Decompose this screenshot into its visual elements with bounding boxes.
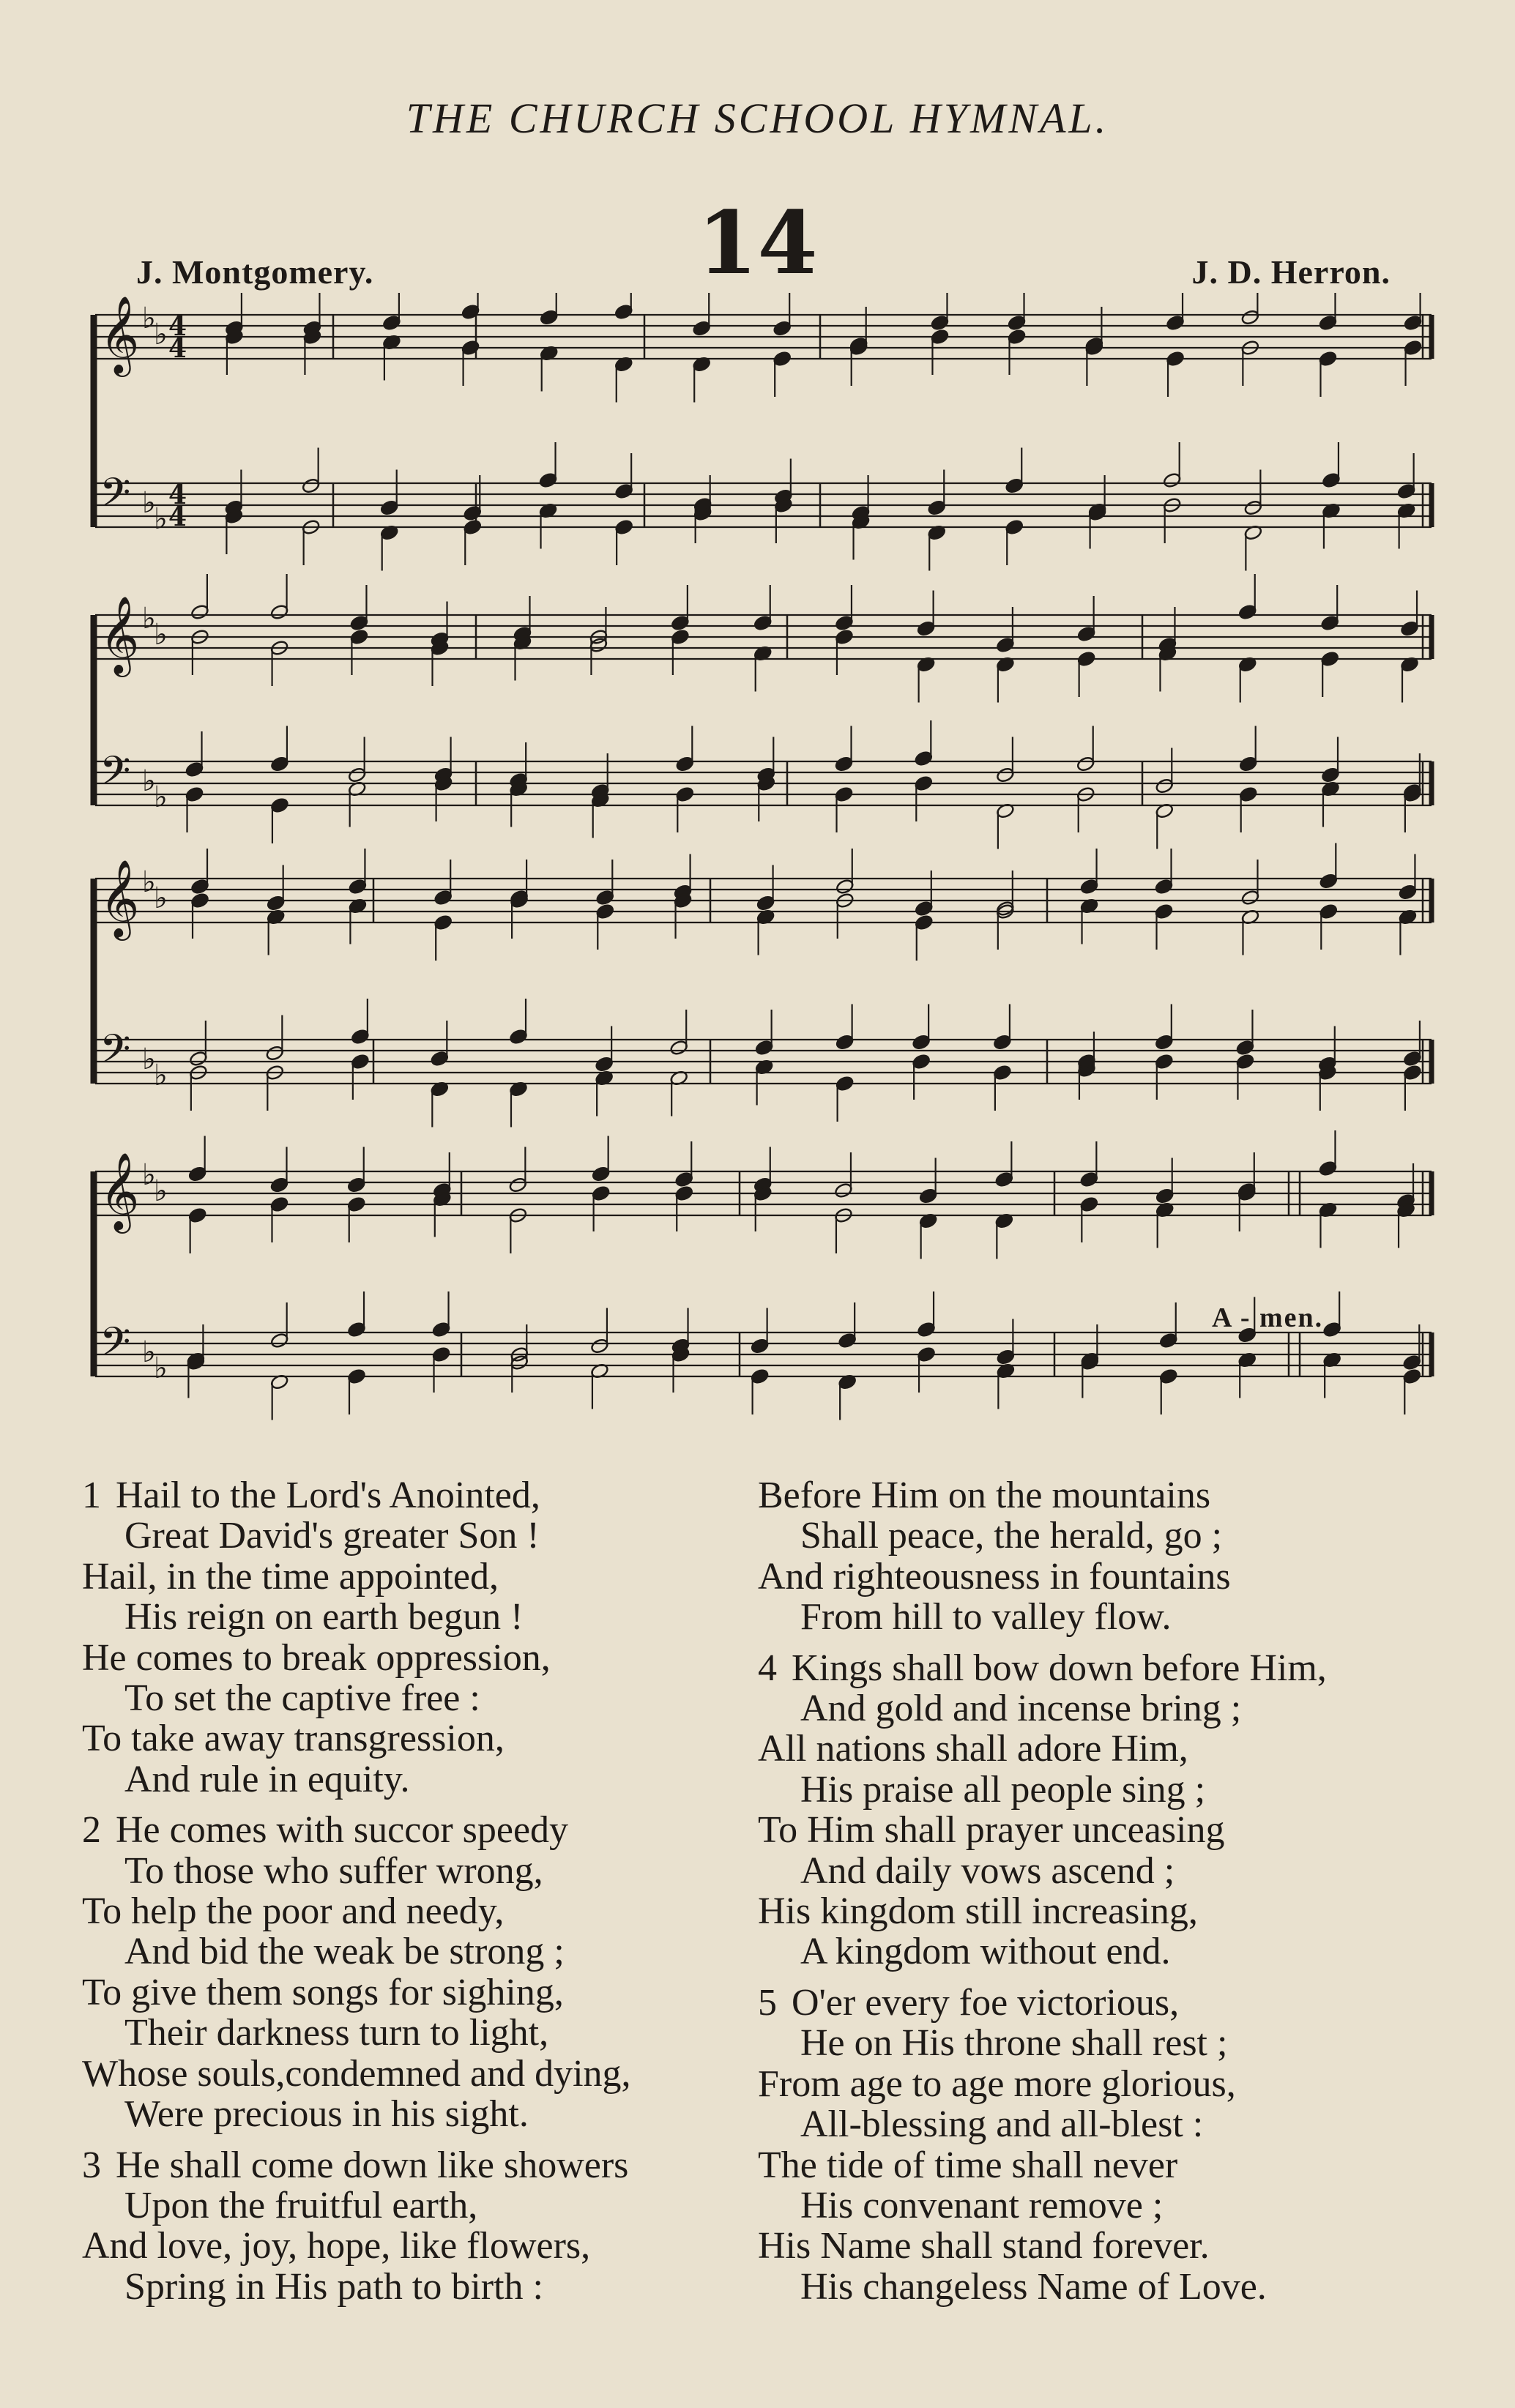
verse-line-text: To give them songs for sighing, <box>82 1971 564 2013</box>
verse-line-text: His kingdom still increasing, <box>758 1890 1198 1933</box>
time-signature-top: 4 <box>168 480 187 510</box>
verse-line-text: The tide of time shall never <box>758 2144 1178 2186</box>
verse-line <box>82 1851 748 1891</box>
flat-icon: ♭ <box>154 1174 168 1208</box>
verse-line-text: Hail, in the time appointed, <box>82 1555 499 1598</box>
verse-line <box>758 1688 1490 1729</box>
verse-line <box>82 1810 748 1850</box>
author-credit: J. Montgomery. <box>136 253 374 291</box>
verse-line-text: Great David's greater Son ! <box>124 1515 540 1557</box>
verse-line-text: O'er every foe victorious, <box>792 1981 1180 2024</box>
verse-line-text: Whose souls,condemned and dying, <box>82 2052 631 2095</box>
verse-line-text: His convenant remove ; <box>800 2184 1164 2226</box>
bass-clef-icon: 𝄢 <box>100 469 131 526</box>
stanza-number: 2 <box>82 1809 101 1852</box>
verse-line-text: To Him shall prayer unceasing <box>758 1809 1225 1852</box>
flat-icon: ♭ <box>142 865 156 899</box>
bass-clef-icon: 𝄢 <box>100 1319 131 1375</box>
verse-line <box>82 2013 748 2053</box>
verse-line <box>82 1638 748 1678</box>
stanza-number: 4 <box>758 1647 777 1689</box>
verse-line <box>82 2145 748 2185</box>
verse-line-text: Kings shall bow down before Him, <box>792 1647 1327 1689</box>
verse-line-text: And gold and incense bring ; <box>800 1688 1242 1730</box>
verse-line <box>82 1759 748 1800</box>
verse-line <box>82 2054 748 2094</box>
treble-clef-icon: 𝄞 <box>100 859 140 937</box>
verse-line <box>758 2145 1490 2185</box>
verse-line-text: He comes with succor speedy <box>116 1809 569 1852</box>
verse-line-text: His praise all people sing ; <box>800 1768 1206 1811</box>
flat-icon: ♭ <box>154 318 168 351</box>
verse-line-text: From hill to valley flow. <box>800 1596 1172 1639</box>
verse-line-text: To set the captive free : <box>124 1677 480 1720</box>
verse-line <box>758 2064 1490 2104</box>
flat-icon: ♭ <box>154 1059 168 1092</box>
verse-line-text: Spring in His path to birth : <box>124 2265 543 2308</box>
amen-label: A - men. <box>1212 1302 1324 1333</box>
verses-left-column <box>82 1475 748 2317</box>
stanza-number: 3 <box>82 2144 101 2186</box>
flat-icon: ♭ <box>142 1158 156 1192</box>
verse-line <box>758 1729 1490 1769</box>
verse-line <box>758 1557 1490 1597</box>
flat-icon: ♭ <box>154 618 168 652</box>
stanza <box>758 1648 1490 1972</box>
bass-clef-icon: 𝄢 <box>100 748 131 804</box>
verse-line <box>758 2104 1490 2144</box>
verse-line-text: To those who suffer wrong, <box>124 1849 543 1892</box>
bass-clef-icon: 𝄢 <box>100 1026 131 1082</box>
time-signature-top: 4 <box>168 311 187 342</box>
verse-line-text: And righteousness in fountains <box>758 1555 1231 1598</box>
verse-line-text: All-blessing and all-blest : <box>800 2103 1204 2146</box>
flat-icon: ♭ <box>142 1335 156 1369</box>
verse-line <box>82 2094 748 2134</box>
stanza <box>82 1810 748 2134</box>
verse-line-text: To help the poor and needy, <box>82 1890 505 1933</box>
verse-line <box>82 1718 748 1759</box>
flat-icon: ♭ <box>154 881 168 915</box>
verse-line-text: All nations shall adore Him, <box>758 1728 1188 1770</box>
verse-line <box>758 1475 1490 1516</box>
verse-line-text: He shall come down like showers <box>116 2144 629 2186</box>
stanza <box>82 2145 748 2308</box>
verse-line-text: His reign on earth begun ! <box>124 1596 524 1639</box>
flat-icon: ♭ <box>142 486 156 520</box>
verse-line-text: He on His throne shall rest ; <box>800 2022 1228 2065</box>
verse-line <box>82 1597 748 1637</box>
verse-line-text: From age to age more glorious, <box>758 2062 1236 2105</box>
time-signature-bottom: 4 <box>168 333 187 364</box>
verse-line <box>82 1557 748 1597</box>
verse-line <box>758 1770 1490 1810</box>
hymn-number: 14 <box>697 192 818 294</box>
flat-icon: ♭ <box>154 502 168 536</box>
verse-line <box>82 2267 748 2307</box>
flat-icon: ♭ <box>142 602 156 635</box>
flat-icon: ♭ <box>154 780 168 814</box>
verse-line-text: His Name shall stand forever. <box>758 2225 1210 2267</box>
time-signature-bottom: 4 <box>168 502 187 532</box>
verse-line <box>758 2226 1490 2266</box>
verse-line <box>758 1516 1490 1556</box>
verse-line <box>758 1891 1490 1931</box>
verses-right-column <box>758 1475 1490 2317</box>
verse-line-text: He comes to break oppression, <box>82 1636 551 1679</box>
verse-line-text: Hail to the Lord's Anointed, <box>116 1475 540 1516</box>
verse-line <box>82 1475 748 1516</box>
verse-line <box>758 2185 1490 2226</box>
composer-credit: J. D. Herron. <box>1191 253 1391 291</box>
verse-line <box>758 2023 1490 2063</box>
flat-icon: ♭ <box>142 1043 156 1076</box>
verse-line-text: To take away transgression, <box>82 1718 505 1760</box>
verse-line <box>82 1891 748 1931</box>
verse-line-text: His changeless Name of Love. <box>800 2265 1267 2308</box>
verse-line <box>758 2267 1490 2307</box>
treble-clef-icon: 𝄞 <box>100 595 140 674</box>
verse-line-text: And love, joy, hope, like flowers, <box>82 2225 591 2267</box>
verse-line-text: Were precious in his sight. <box>124 2093 529 2136</box>
verse-line <box>758 1983 1490 2023</box>
verse-line <box>82 1931 748 1972</box>
verse-line-text: And bid the weak be strong ; <box>124 1931 565 1973</box>
verse-line-text: Their darkness turn to light, <box>124 2012 549 2054</box>
stanza-number: 5 <box>758 1981 777 2024</box>
stanza <box>758 1983 1490 2307</box>
verse-line-text: A kingdom without end. <box>800 1931 1171 1973</box>
verse-line <box>758 1810 1490 1850</box>
treble-clef-icon: 𝄞 <box>100 1152 140 1230</box>
verse-line-text: Before Him on the mountains <box>758 1475 1211 1516</box>
verse-line-text: Shall peace, the herald, go ; <box>800 1515 1223 1557</box>
verse-line-text: And daily vows ascend ; <box>800 1849 1175 1892</box>
verse-line-text: Upon the fruitful earth, <box>124 2184 478 2226</box>
verse-line <box>82 2185 748 2226</box>
flat-icon: ♭ <box>154 1352 168 1385</box>
verse-line <box>758 1597 1490 1637</box>
verse-line <box>82 1972 748 2013</box>
verse-line-text: And rule in equity. <box>124 1758 410 1800</box>
stanza <box>758 1475 1490 1638</box>
stanza-number: 1 <box>82 1475 101 1516</box>
verse-line <box>758 1931 1490 1972</box>
running-head: THE CHURCH SCHOOL HYMNAL. <box>406 94 1109 142</box>
verse-line <box>758 1851 1490 1891</box>
stanza <box>82 1475 748 1800</box>
treble-clef-icon: 𝄞 <box>100 295 140 373</box>
verse-line <box>82 1678 748 1718</box>
verse-line <box>82 1516 748 1556</box>
flat-icon: ♭ <box>142 302 156 335</box>
flat-icon: ♭ <box>142 764 156 798</box>
verse-line <box>758 1648 1490 1688</box>
verse-line <box>82 2226 748 2266</box>
music-score <box>81 293 1450 1464</box>
